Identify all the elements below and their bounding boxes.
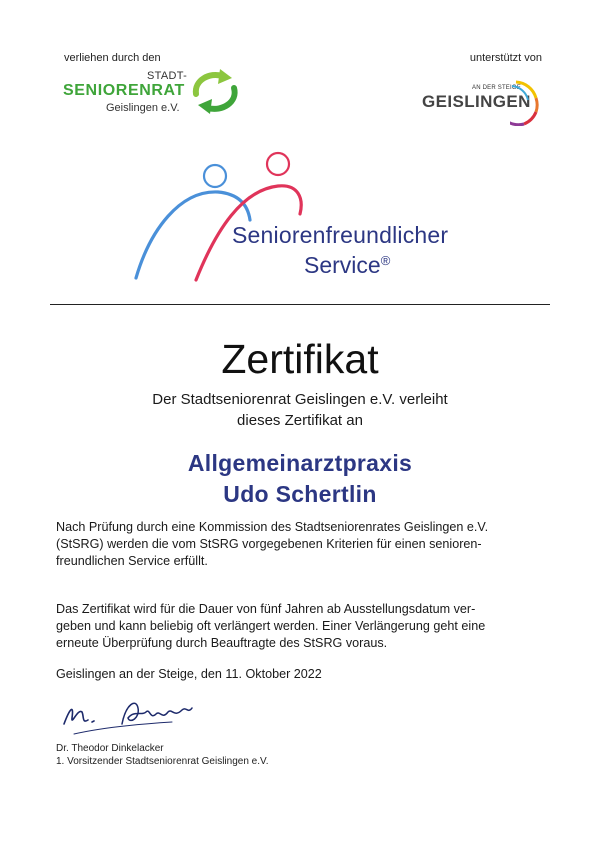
place-and-date: Geislingen an der Steige, den 11. Oktober 2022 [56, 667, 322, 681]
criteria-paragraph [56, 519, 560, 570]
paragraph-line: freundlichen Service erfüllt. [56, 554, 208, 568]
certificate-title: Zertifikat [221, 336, 379, 382]
intro-line-2: dieses Zertifikat an [237, 412, 363, 429]
signer-name: Dr. Theodor Dinkelacker [56, 743, 164, 754]
stadtseniorenrat-logo [60, 66, 250, 122]
paragraph-line: erneute Überprüfung durch Beauftragte des StSRG voraus. [56, 636, 388, 650]
divider-line [50, 304, 550, 305]
recipient-name: Udo Schertlin [223, 481, 377, 507]
recipient-practice: Allgemeinarztpraxis [187, 450, 413, 476]
ssr-logo-line2: SENIORENRAT [63, 82, 185, 99]
geislingen-logo [410, 76, 552, 126]
validity-paragraph [56, 601, 560, 652]
senior-figures-icon [130, 150, 330, 282]
ssr-logo-line3: Geislingen e.V. [106, 102, 180, 114]
handwritten-signature [60, 694, 200, 738]
ssr-logo-line1: STADT- [147, 70, 188, 82]
gsl-logo-sub: AN DER STEIGE [472, 85, 521, 91]
gsl-logo-main: GEISLINGEN [422, 92, 531, 111]
paragraph-line: Das Zertifikat wird für die Dauer von fünf Jahren ab Ausstellungsdatum ver- [56, 602, 476, 616]
rainbow-arc-icon [510, 76, 552, 126]
paragraph-line: Nach Prüfung durch eine Kommission des Stadtseniorenrates Geislingen e.V. [56, 520, 489, 534]
brand-service-text: Service [304, 252, 381, 278]
awarded-by-caption: verliehen durch den [64, 52, 161, 64]
supported-by-caption: unterstützt von [469, 52, 542, 64]
signer-role: 1. Vorsitzender Stadtseniorenrat Geislingen e.V. [56, 756, 269, 767]
paragraph-line: geben und kann beliebig oft verlängert werden. Einer Verlängerung geht eine [56, 619, 486, 633]
intro-line-1: Der Stadtseniorenrat Geislingen e.V. verleiht [152, 391, 448, 408]
registered-mark: ® [380, 253, 391, 268]
brand-name-line1: Seniorenfreundlicher [232, 222, 449, 248]
paragraph-line: (StSRG) werden die vom StSRG vorgegebenen Kriterien für einen senioren- [56, 537, 482, 551]
recycling-arrows-icon [188, 68, 242, 114]
brand-name-line2 [304, 252, 390, 279]
